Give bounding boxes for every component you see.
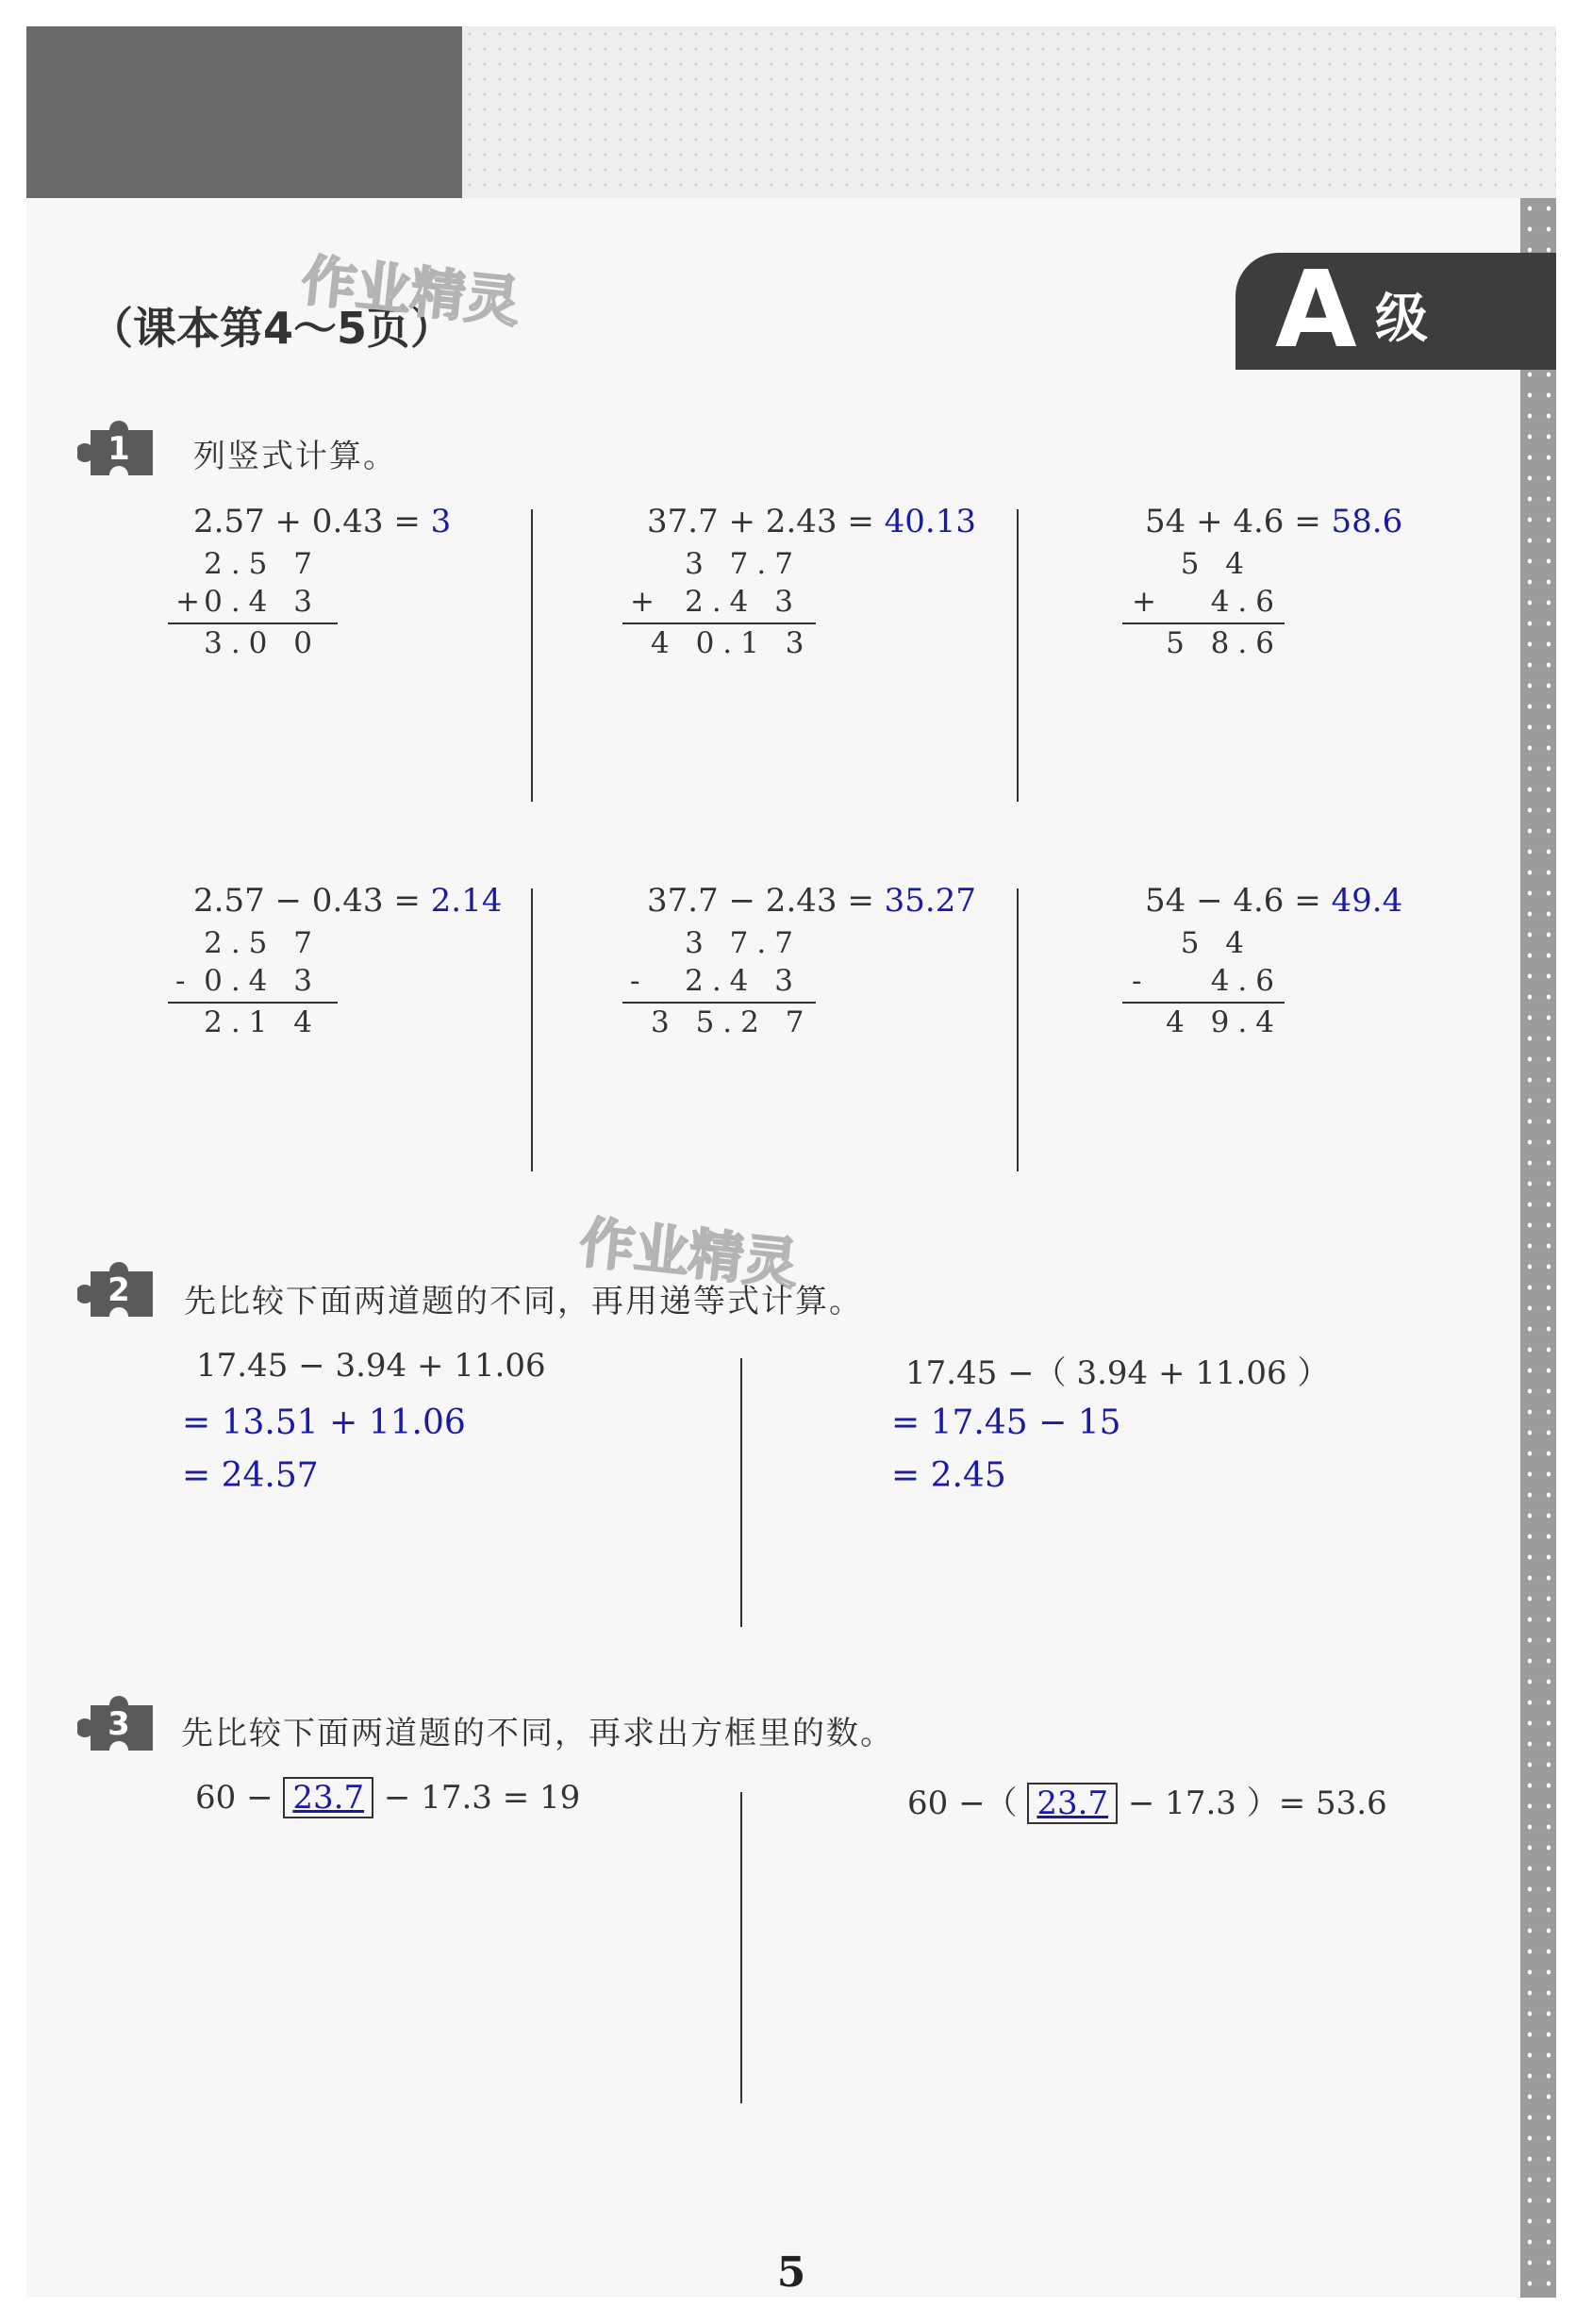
vertical-operator: +: [630, 585, 663, 619]
question-number: 1: [108, 430, 130, 468]
page-number: 5: [776, 2249, 806, 2297]
problem-expression: 2.57 − 0.43 = 2.14: [193, 882, 503, 920]
vertical-rule: [168, 622, 338, 624]
vertical-bottom-operand: 0.4 3: [204, 585, 321, 619]
problem-expression: 37.7 − 2.43 = 35.27: [647, 882, 976, 920]
vertical-rule: [168, 1002, 338, 1004]
lesson-reference: （课本第4～5页）: [90, 303, 455, 354]
watermark: 作业精灵: [298, 248, 523, 335]
vertical-result: 4 0.1 3: [651, 626, 813, 660]
vertical-rule: [622, 1002, 816, 1004]
step-right-1: = 17.45 − 15: [891, 1403, 1121, 1442]
vertical-result: 4 9.4: [1166, 1005, 1283, 1039]
expression-left: 17.45 − 3.94 + 11.06: [196, 1347, 546, 1385]
vertical-operator: -: [630, 964, 649, 998]
column-divider: [531, 888, 533, 1171]
column-divider: [531, 509, 533, 802]
vertical-result: 3.0 0: [204, 626, 321, 660]
problem-expression: 2.57 + 0.43 = 3: [193, 503, 452, 540]
problem-expression: 37.7 + 2.43 = 40.13: [647, 503, 976, 540]
step-left-1: = 13.51 + 11.06: [182, 1403, 466, 1442]
vertical-operator: -: [1132, 964, 1151, 998]
question-number: 2: [108, 1271, 130, 1309]
vertical-top-operand: 5 4: [1180, 926, 1252, 960]
vertical-result: 2.1 4: [204, 1005, 321, 1039]
question-prompt: 先比较下面两道题的不同，再求出方框里的数。: [181, 1715, 894, 1752]
vertical-bottom-operand: 4.6: [1210, 585, 1283, 619]
box-equation-left: 60 − 23.7 − 17.3 = 19: [195, 1779, 581, 1817]
vertical-result: 3 5.2 7: [651, 1005, 813, 1039]
vertical-bottom-operand: 4.6: [1210, 964, 1283, 998]
vertical-bottom-operand: 2.4 3: [685, 585, 802, 619]
header-banner-dark: [26, 26, 462, 198]
watermark: 作业精灵: [576, 1210, 802, 1297]
vertical-bottom-operand: 2.4 3: [685, 964, 802, 998]
question-badge-3: [77, 1696, 160, 1760]
vertical-top-operand: 3 7.7: [685, 926, 802, 960]
problem-expression: 54 − 4.6 = 49.4: [1145, 882, 1403, 920]
vertical-operator: -: [175, 964, 194, 998]
vertical-top-operand: 5 4: [1180, 547, 1252, 581]
vertical-rule: [1122, 622, 1285, 624]
vertical-top-operand: 3 7.7: [685, 547, 802, 581]
question-prompt: 先比较下面两道题的不同，再用递等式计算。: [184, 1283, 863, 1320]
column-divider: [1017, 888, 1019, 1171]
level-letter: A: [1275, 249, 1357, 372]
answer-box: 23.7: [1027, 1783, 1118, 1824]
page-edge-strip: [1520, 198, 1556, 2298]
column-divider: [740, 1792, 742, 2103]
answer-box: 23.7: [283, 1777, 373, 1818]
expression-right: 17.45 −（ 3.94 + 11.06 ）: [905, 1354, 1330, 1392]
header-banner-dotted: [462, 26, 1556, 198]
vertical-rule: [622, 622, 816, 624]
question-badge-1: [77, 421, 160, 485]
column-divider: [1017, 509, 1019, 802]
vertical-rule: [1122, 1002, 1285, 1004]
question-number: 3: [108, 1705, 130, 1743]
step-left-2: = 24.57: [182, 1456, 319, 1495]
vertical-operator: +: [175, 585, 208, 619]
step-right-2: = 2.45: [891, 1456, 1006, 1495]
level-word: 级: [1375, 289, 1428, 350]
level-tab: [1235, 249, 1556, 372]
question-badge-2: [77, 1262, 160, 1326]
question-prompt: 列竖式计算。: [193, 438, 397, 475]
problem-expression: 54 + 4.6 = 58.6: [1145, 503, 1403, 540]
vertical-result: 5 8.6: [1166, 626, 1283, 660]
vertical-operator: +: [1132, 585, 1165, 619]
box-equation-right: 60 −（ 23.7 − 17.3 ）= 53.6: [907, 1784, 1387, 1822]
vertical-top-operand: 2.5 7: [204, 926, 321, 960]
vertical-top-operand: 2.5 7: [204, 547, 321, 581]
vertical-bottom-operand: 0.4 3: [204, 964, 321, 998]
column-divider: [740, 1358, 742, 1627]
